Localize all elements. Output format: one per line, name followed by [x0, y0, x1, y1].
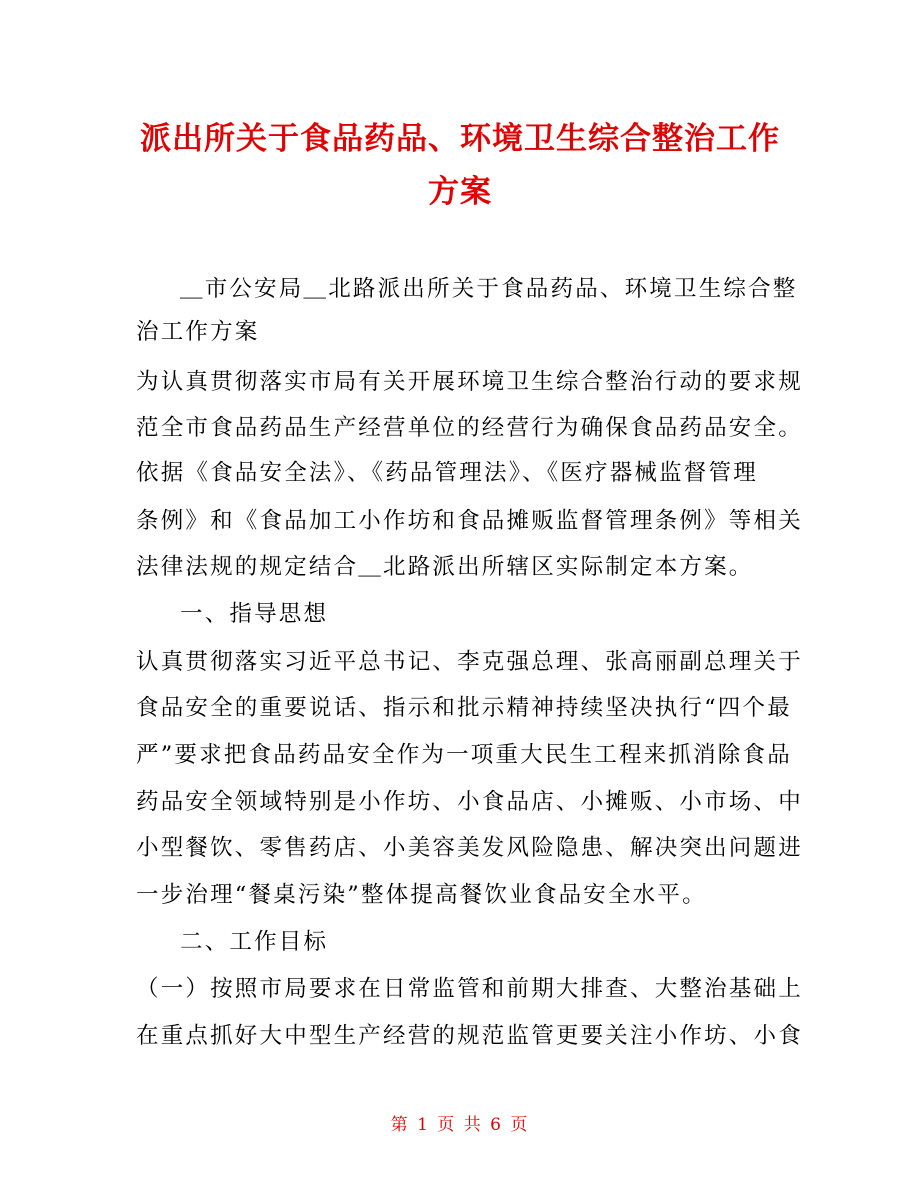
paragraph-line: 严”要求把食品药品安全作为一项重大民生工程来抓消除食品 [136, 742, 792, 768]
paragraph-line: 小型餐饮、零售药店、小美容美发风险隐患、解决突出问题进 [136, 835, 803, 861]
document-title-line-2: 方案 [428, 174, 492, 210]
paragraph-line: （一）按照市局要求在日常监管和前期大排查、大整治基础上 [136, 976, 803, 1002]
section-heading: 二、工作目标 [180, 929, 329, 955]
paragraph-line: 药品安全领域特别是小作坊、小食品店、小摊贩、小市场、中 [136, 789, 803, 815]
paragraph-line: 法律法规的规定结合＿北路派出所辖区实际制定本方案。 [136, 554, 754, 580]
section-heading: 一、指导思想 [180, 601, 329, 627]
subtitle-line: ＿市公安局＿北路派出所关于食品药品、环境卫生综合整 [180, 276, 798, 302]
page-indicator: 第 1 页 共 6 页 [390, 1115, 530, 1135]
paragraph-line: 在重点抓好大中型生产经营的规范监管更要关注小作坊、小食 [136, 1023, 803, 1049]
paragraph-line: 一步治理“餐桌污染”整体提高餐饮业食品安全水平。 [136, 882, 707, 908]
document-title-line-1: 派出所关于食品药品、环境卫生综合整治工作 [140, 121, 780, 157]
paragraph-line: 认真贯彻落实习近平总书记、李克强总理、张高丽副总理关于 [136, 649, 803, 675]
paragraph-line: 依据《食品安全法》、《药品管理法》、《医疗器械监督管理 [136, 460, 758, 486]
paragraph-line: 为认真贯彻落实市局有关开展环境卫生综合整治行动的要求规 [136, 369, 803, 395]
paragraph-line: 食品安全的重要说话、指示和批示精神持续坚决执行“四个最 [136, 695, 792, 721]
subtitle-line: 治工作方案 [136, 319, 260, 345]
paragraph-line: 条例》和《食品加工小作坊和食品摊贩监督管理条例》等相关 [136, 508, 803, 534]
paragraph-line: 范全市食品药品生产经营单位的经营行为确保食品药品安全。 [136, 415, 803, 441]
